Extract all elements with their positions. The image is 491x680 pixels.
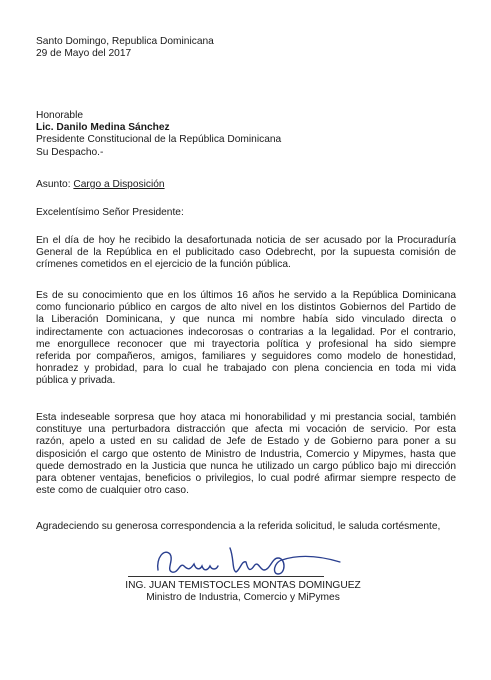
recipient-block (36, 110, 456, 159)
greeting-text: Excelentísimo Señor Presidente: (36, 207, 184, 218)
subject-value: Cargo a Disposición (73, 179, 165, 190)
paragraph-line: indirectamente con actuaciones indecorosas o contrarias a la legalidad. Por el contrario, (36, 326, 456, 338)
paragraph-line: para obtener ventajas, beneficios o privilegios, lo cual podré afirmar siempre respecto de (36, 473, 456, 485)
subject-line (36, 179, 456, 191)
subject-label: Asunto: (36, 179, 74, 190)
paragraph-line: la Liberación Dominicana, y que nunca mi nombre había sido vinculado directa o (36, 314, 456, 326)
recipient-salutation: Honorable (36, 110, 84, 121)
date-line: 29 de Mayo del 2017 (36, 48, 132, 60)
paragraph-1 (36, 235, 456, 272)
paragraph-line: Es de su conocimiento que en los últimos 16 años he servido a la República Dominicana (36, 290, 456, 301)
paragraph-line: honradez y probidad, para lo cual he trabajado con plena conciencia en toda mi vida (36, 363, 456, 375)
paragraph-line: constituye una perturbadora distracción que afecta mi vocación de servicio. Por esta (36, 424, 456, 436)
paragraph-line: quede demostrado en la Justicia que nunca he utilizado un cargo público bajo mi dirección (36, 460, 456, 472)
signer-name: ING. JUAN TEMISTOCLES MONTAS DOMINGUEZ (125, 580, 361, 591)
paragraph-line: razón, apelo a usted en su calidad de Jefe de Estado y de Gobierno para poner a su (36, 436, 456, 448)
paragraph-3 (36, 412, 456, 497)
paragraph-line: como funcionario público en cargos de alto nivel en los distintos Gobiernos del Partido de (36, 302, 456, 314)
signer-position: Ministro de Industria, Comercio y MiPymes (146, 592, 340, 604)
signer-block (118, 580, 368, 604)
greeting (36, 207, 456, 219)
paragraph-line: Esta indeseable sorpresa que hoy ataca mi honorabilidad y mi prestancia social, también (36, 412, 456, 423)
letter-header (36, 36, 456, 60)
closing-text: Agradeciendo su generosa correspondencia a la referida solicitud, le saluda cortésmente, (36, 521, 441, 532)
signature-line (128, 576, 324, 577)
place-line: Santo Domingo, Republica Dominicana (36, 36, 214, 47)
paragraph-line: crímenes cometidos en el ejercicio de la función pública. (36, 259, 291, 271)
closing (36, 521, 456, 533)
recipient-name: Lic. Danilo Medina Sánchez (36, 122, 170, 134)
recipient-title: Presidente Constitucional de la República Dominicana (36, 134, 282, 146)
recipient-office: Su Despacho.- (36, 146, 104, 158)
signature-svg (150, 540, 350, 580)
paragraph-line: referida por compañeros, amigos, familiares y seguidores como modelo de honestidad, (36, 351, 456, 363)
handwritten-signature (150, 540, 350, 580)
paragraph-line: me enorgullece reconocer que mi trayectoria política y profesional ha sido siempre (36, 338, 456, 350)
paragraph-line: General de la República en el publicitado caso Odebrecht, por la supuesta comisión de (36, 247, 456, 259)
paragraph-line: pública y privada. (36, 375, 116, 387)
paragraph-line: disposición el cargo que ostento de Ministro de Industria, Comercio y Mipymes, hasta que (36, 448, 456, 460)
paragraph-line: En el día de hoy he recibido la desafortunada noticia de ser acusado por la Procuraduría (36, 235, 456, 246)
paragraph-line: este como de cualquier otro caso. (36, 485, 189, 497)
paragraph-2 (36, 290, 456, 388)
